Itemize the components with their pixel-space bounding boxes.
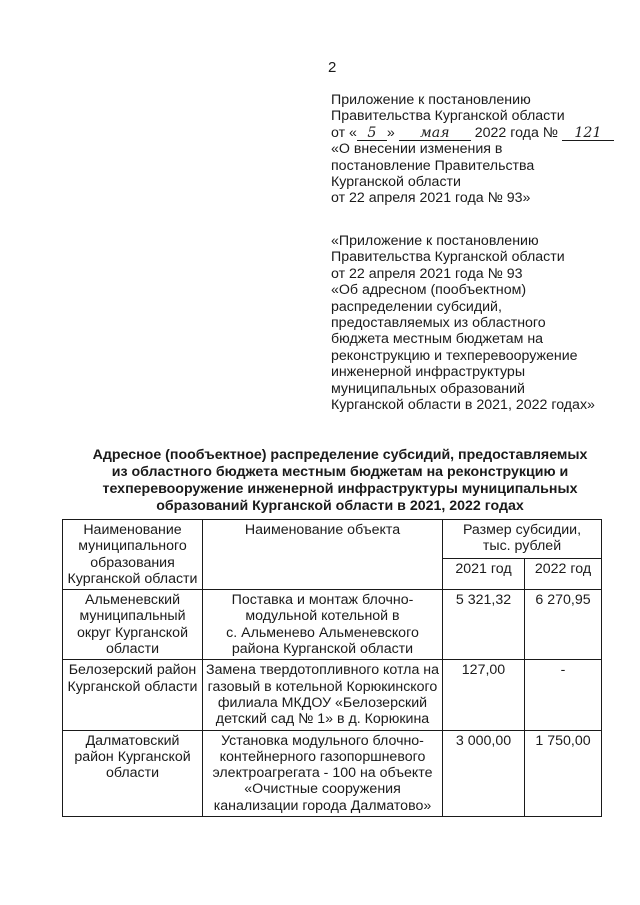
cell-2021: 127,00 <box>443 660 525 730</box>
document-title <box>80 447 600 515</box>
header-text: Наименование <box>83 522 182 538</box>
title-line: образований Курганской области в 2021, 2022 годах <box>156 498 524 514</box>
appendix-line: «Приложение к постановлению <box>331 233 539 249</box>
cell-text: с. Альменево Альменевского <box>226 624 419 641</box>
cell-text: детский сад № 1» в д. Корюкина <box>215 711 430 728</box>
cell-2022: - <box>525 660 602 730</box>
appendix-line: Приложение к постановлению <box>331 92 531 108</box>
cell-municipality <box>63 590 203 660</box>
cell-object <box>203 730 443 816</box>
page-number: 2 <box>328 59 337 76</box>
cell-municipality <box>63 730 203 816</box>
cell-2021: 3 000,00 <box>443 730 525 816</box>
header-text: образования <box>90 554 175 571</box>
appendix-line: реконструкцию и техперевооружение <box>331 347 578 364</box>
subsidy-table <box>62 519 602 817</box>
header-year-2022: 2022 год <box>525 558 602 590</box>
date-suffix: 2022 года № <box>474 124 558 141</box>
cell-text: Далматовский <box>85 732 180 749</box>
cell-text: муниципальный <box>79 608 186 625</box>
cell-text: области <box>105 641 160 658</box>
handwritten-doc-number: 121 <box>562 127 614 141</box>
cell-object <box>203 660 443 730</box>
header-object <box>203 520 443 590</box>
title-line: техперевооружение инженерной инфраструктуры муниципальных <box>102 481 578 497</box>
appendix-line: инженерной инфраструктуры <box>331 364 526 381</box>
cell-2022: 1 750,00 <box>525 730 602 816</box>
cell-text: контейнерного газопоршневого <box>219 748 426 765</box>
appendix-line: бюджета местным бюджетам на <box>331 331 544 348</box>
title-line: из областного бюджета местным бюджетам на реконструкцию и <box>111 464 569 480</box>
appendix-line: «Об адресном (пообъектном) <box>331 282 527 299</box>
cell-text: филиала МКДОУ «Белозерский <box>217 694 428 711</box>
header-year-2021: 2021 год <box>443 558 525 590</box>
cell-text: округ Курганской <box>77 624 188 641</box>
cell-2022: 6 270,95 <box>525 590 602 660</box>
appendix-line: Курганской области <box>331 174 461 191</box>
appendix-line: постановление Правительства <box>331 157 535 174</box>
appendix-header-amendment <box>331 92 631 207</box>
appendix-date-line <box>331 125 631 141</box>
cell-text: «Очистные сооружения <box>244 781 401 798</box>
cell-text: газовый в котельной Корюкинского <box>207 678 438 695</box>
cell-municipality <box>63 660 203 730</box>
cell-text: канализации города Далматово» <box>213 797 432 814</box>
handwritten-month: мая <box>399 127 471 141</box>
cell-2021: 5 321,32 <box>443 590 525 660</box>
cell-text: модульной котельной в <box>245 608 400 625</box>
header-text: Курганской области <box>67 570 198 587</box>
header-text: Наименование объекта <box>244 522 401 538</box>
header-municipality <box>63 520 203 590</box>
cell-object <box>203 590 443 660</box>
cell-text: Курганской области <box>67 678 198 695</box>
cell-text: Замена твердотопливного котла на <box>206 662 439 679</box>
title-line: Адресное (пообъектное) распределение субсидий, предоставляемых <box>92 447 588 463</box>
cell-text: Установка модульного блочно- <box>221 732 424 749</box>
table-row <box>63 730 602 816</box>
cell-text: района Курганской области <box>231 641 414 658</box>
appendix-header-original <box>331 233 631 413</box>
appendix-line: Курганской области в 2021, 2022 годах» <box>331 397 595 414</box>
handwritten-day: 5 <box>357 127 387 141</box>
cell-text: Белозерский район <box>68 662 197 679</box>
appendix-line: Правительства Курганской области <box>331 108 565 125</box>
date-prefix: от « <box>331 124 357 141</box>
table-row <box>63 590 602 660</box>
appendix-line: Правительства Курганской области <box>331 249 565 266</box>
appendix-line: предоставляемых из областного <box>331 315 546 332</box>
header-text: Размер субсидии, <box>462 522 582 538</box>
appendix-line: муниципальных образований <box>331 380 525 397</box>
header-text: муниципального <box>78 538 187 555</box>
date-mid: » <box>386 124 395 141</box>
cell-text: Альменевский <box>84 592 181 609</box>
cell-text: электроагрегата - 100 на объекте <box>212 765 433 782</box>
cell-text: район Курганской <box>74 748 191 765</box>
header-text: тыс. рублей <box>482 538 562 555</box>
appendix-line: от 22 апреля 2021 года № 93 <box>331 265 523 282</box>
appendix-line: распределении субсидий, <box>331 298 502 315</box>
table-row <box>63 660 602 730</box>
appendix-line: от 22 апреля 2021 года № 93» <box>331 190 531 207</box>
appendix-line: «О внесении изменения в <box>331 141 503 158</box>
cell-text: области <box>105 765 160 782</box>
table-header-row <box>63 520 602 559</box>
cell-text: Поставка и монтаж блочно- <box>231 592 414 609</box>
header-subsidy <box>443 520 602 559</box>
